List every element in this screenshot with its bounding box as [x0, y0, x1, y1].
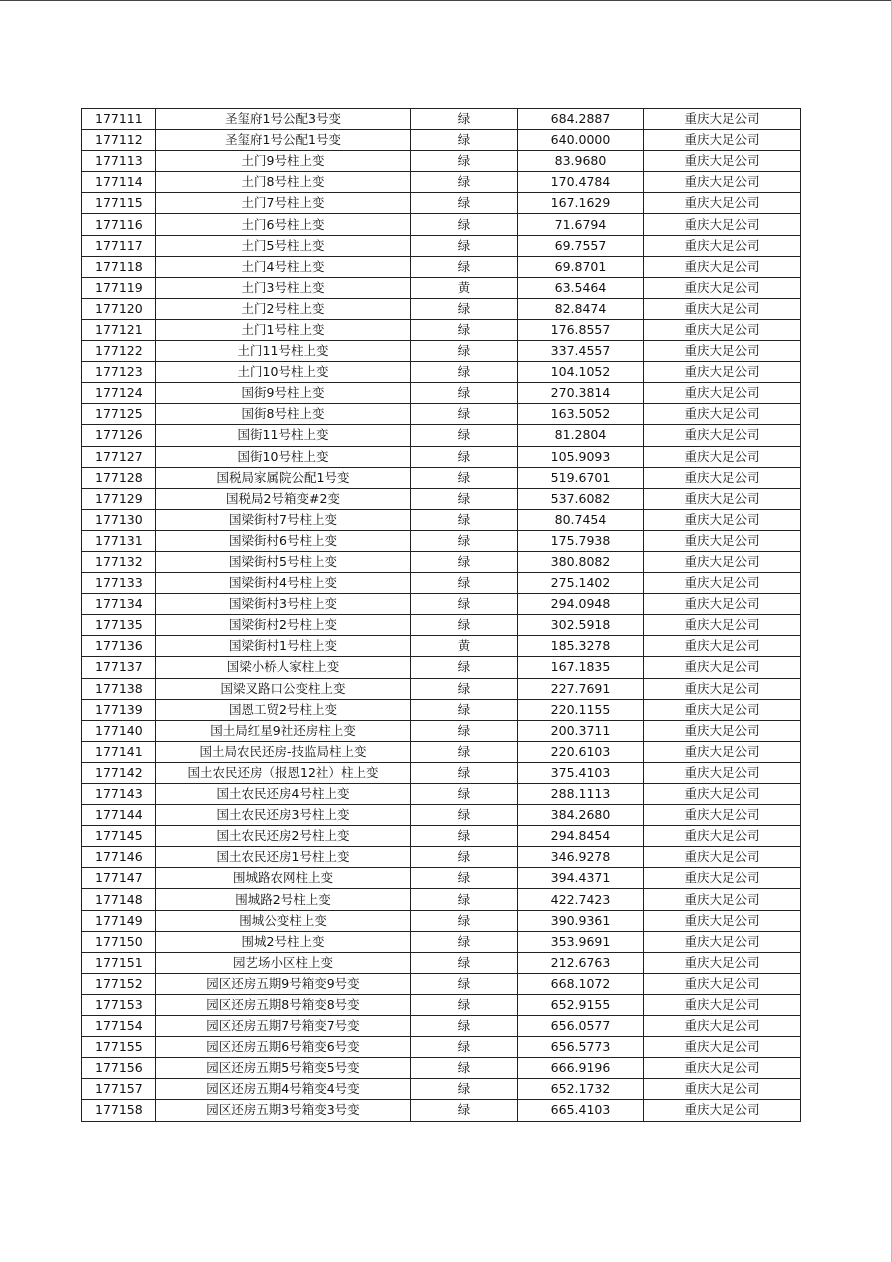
capacity-value-cell: 176.8557 — [518, 319, 644, 340]
table-row — [82, 952, 801, 973]
row-id-cell: 177149 — [82, 910, 156, 931]
row-id-cell: 177112 — [82, 130, 156, 151]
capacity-value-cell: 220.6103 — [518, 741, 644, 762]
station-name-cell: 国恩工贸2号柱上变 — [156, 699, 411, 720]
capacity-value-cell: 63.5464 — [518, 277, 644, 298]
status-color-cell: 绿 — [411, 341, 518, 362]
station-name-cell: 国土农民还房3号柱上变 — [156, 805, 411, 826]
station-name-cell: 围城路2号柱上变 — [156, 889, 411, 910]
station-name-cell: 国土农民还房2号柱上变 — [156, 826, 411, 847]
row-id-cell: 177142 — [82, 762, 156, 783]
capacity-value-cell: 346.9278 — [518, 847, 644, 868]
status-color-cell: 绿 — [411, 362, 518, 383]
capacity-value-cell: 81.2804 — [518, 425, 644, 446]
status-color-cell: 绿 — [411, 1100, 518, 1121]
station-name-cell: 国税局2号箱变#2变 — [156, 488, 411, 509]
station-name-cell: 国梁叉路口公变柱上变 — [156, 678, 411, 699]
company-cell: 重庆大足公司 — [644, 594, 801, 615]
row-id-cell: 177136 — [82, 636, 156, 657]
company-cell: 重庆大足公司 — [644, 172, 801, 193]
table-row — [82, 235, 801, 256]
table-row — [82, 404, 801, 425]
company-cell: 重庆大足公司 — [644, 1016, 801, 1037]
company-cell: 重庆大足公司 — [644, 383, 801, 404]
station-name-cell: 国街10号柱上变 — [156, 446, 411, 467]
company-cell: 重庆大足公司 — [644, 362, 801, 383]
company-cell: 重庆大足公司 — [644, 615, 801, 636]
station-name-cell: 土门2号柱上变 — [156, 298, 411, 319]
status-color-cell: 绿 — [411, 657, 518, 678]
company-cell: 重庆大足公司 — [644, 341, 801, 362]
capacity-value-cell: 212.6763 — [518, 952, 644, 973]
table-row — [82, 467, 801, 488]
status-color-cell: 绿 — [411, 425, 518, 446]
status-color-cell: 绿 — [411, 530, 518, 551]
station-name-cell: 园区还房五期3号箱变3号变 — [156, 1100, 411, 1121]
company-cell: 重庆大足公司 — [644, 657, 801, 678]
table-row — [82, 488, 801, 509]
station-name-cell: 国税局家属院公配1号变 — [156, 467, 411, 488]
company-cell: 重庆大足公司 — [644, 636, 801, 657]
station-name-cell: 土门1号柱上变 — [156, 319, 411, 340]
station-name-cell: 土门5号柱上变 — [156, 235, 411, 256]
station-name-cell: 土门7号柱上变 — [156, 193, 411, 214]
company-cell: 重庆大足公司 — [644, 193, 801, 214]
status-color-cell: 绿 — [411, 256, 518, 277]
company-cell: 重庆大足公司 — [644, 784, 801, 805]
capacity-value-cell: 640.0000 — [518, 130, 644, 151]
station-name-cell: 土门10号柱上变 — [156, 362, 411, 383]
table-row — [82, 551, 801, 572]
status-color-cell: 绿 — [411, 319, 518, 340]
company-cell: 重庆大足公司 — [644, 762, 801, 783]
status-color-cell: 绿 — [411, 383, 518, 404]
company-cell: 重庆大足公司 — [644, 551, 801, 572]
status-color-cell: 绿 — [411, 151, 518, 172]
company-cell: 重庆大足公司 — [644, 214, 801, 235]
capacity-value-cell: 302.5918 — [518, 615, 644, 636]
station-name-cell: 土门9号柱上变 — [156, 151, 411, 172]
capacity-value-cell: 82.8474 — [518, 298, 644, 319]
company-cell: 重庆大足公司 — [644, 256, 801, 277]
table-row — [82, 277, 801, 298]
capacity-value-cell: 665.4103 — [518, 1100, 644, 1121]
row-id-cell: 177115 — [82, 193, 156, 214]
status-color-cell: 绿 — [411, 1037, 518, 1058]
row-id-cell: 177131 — [82, 530, 156, 551]
table-row — [82, 130, 801, 151]
table-body — [82, 109, 801, 1122]
company-cell: 重庆大足公司 — [644, 488, 801, 509]
status-color-cell: 绿 — [411, 826, 518, 847]
status-color-cell: 绿 — [411, 994, 518, 1015]
company-cell: 重庆大足公司 — [644, 298, 801, 319]
row-id-cell: 177121 — [82, 319, 156, 340]
station-name-cell: 围城公变柱上变 — [156, 910, 411, 931]
row-id-cell: 177123 — [82, 362, 156, 383]
company-cell: 重庆大足公司 — [644, 509, 801, 530]
station-name-cell: 园艺场小区柱上变 — [156, 952, 411, 973]
capacity-value-cell: 105.9093 — [518, 446, 644, 467]
capacity-value-cell: 163.5052 — [518, 404, 644, 425]
station-name-cell: 国街9号柱上变 — [156, 383, 411, 404]
status-color-cell: 绿 — [411, 1079, 518, 1100]
status-color-cell: 绿 — [411, 762, 518, 783]
capacity-value-cell: 652.9155 — [518, 994, 644, 1015]
table-row — [82, 826, 801, 847]
status-color-cell: 绿 — [411, 910, 518, 931]
row-id-cell: 177139 — [82, 699, 156, 720]
table-row — [82, 319, 801, 340]
status-color-cell: 绿 — [411, 805, 518, 826]
capacity-value-cell: 185.3278 — [518, 636, 644, 657]
row-id-cell: 177146 — [82, 847, 156, 868]
station-name-cell: 国梁街村1号柱上变 — [156, 636, 411, 657]
status-color-cell: 绿 — [411, 446, 518, 467]
station-name-cell: 圣玺府1号公配3号变 — [156, 109, 411, 130]
station-name-cell: 园区还房五期8号箱变8号变 — [156, 994, 411, 1015]
table-row — [82, 994, 801, 1015]
row-id-cell: 177150 — [82, 931, 156, 952]
row-id-cell: 177114 — [82, 172, 156, 193]
table-row — [82, 615, 801, 636]
station-name-cell: 国梁街村7号柱上变 — [156, 509, 411, 530]
capacity-value-cell: 656.5773 — [518, 1037, 644, 1058]
table-row — [82, 741, 801, 762]
capacity-value-cell: 422.7423 — [518, 889, 644, 910]
row-id-cell: 177125 — [82, 404, 156, 425]
station-name-cell: 国土农民还房（报恩12社）柱上变 — [156, 762, 411, 783]
status-color-cell: 绿 — [411, 109, 518, 130]
company-cell: 重庆大足公司 — [644, 994, 801, 1015]
status-color-cell: 绿 — [411, 130, 518, 151]
status-color-cell: 绿 — [411, 847, 518, 868]
table-row — [82, 973, 801, 994]
status-color-cell: 绿 — [411, 615, 518, 636]
status-color-cell: 绿 — [411, 678, 518, 699]
status-color-cell: 绿 — [411, 931, 518, 952]
row-id-cell: 177119 — [82, 277, 156, 298]
capacity-value-cell: 294.8454 — [518, 826, 644, 847]
table-row — [82, 362, 801, 383]
row-id-cell: 177151 — [82, 952, 156, 973]
status-color-cell: 绿 — [411, 467, 518, 488]
capacity-value-cell: 175.7938 — [518, 530, 644, 551]
status-color-cell: 绿 — [411, 488, 518, 509]
company-cell: 重庆大足公司 — [644, 952, 801, 973]
row-id-cell: 177140 — [82, 720, 156, 741]
table-row — [82, 573, 801, 594]
station-name-cell: 国梁街村2号柱上变 — [156, 615, 411, 636]
company-cell: 重庆大足公司 — [644, 826, 801, 847]
row-id-cell: 177120 — [82, 298, 156, 319]
row-id-cell: 177152 — [82, 973, 156, 994]
company-cell: 重庆大足公司 — [644, 530, 801, 551]
company-cell: 重庆大足公司 — [644, 446, 801, 467]
capacity-value-cell: 167.1629 — [518, 193, 644, 214]
company-cell: 重庆大足公司 — [644, 151, 801, 172]
company-cell: 重庆大足公司 — [644, 741, 801, 762]
capacity-value-cell: 337.4557 — [518, 341, 644, 362]
row-id-cell: 177158 — [82, 1100, 156, 1121]
page-edge — [0, 0, 892, 1]
capacity-value-cell: 220.1155 — [518, 699, 644, 720]
station-name-cell: 土门8号柱上变 — [156, 172, 411, 193]
company-cell: 重庆大足公司 — [644, 573, 801, 594]
company-cell: 重庆大足公司 — [644, 425, 801, 446]
table-row — [82, 172, 801, 193]
capacity-value-cell: 69.8701 — [518, 256, 644, 277]
table-row — [82, 699, 801, 720]
status-color-cell: 黄 — [411, 636, 518, 657]
row-id-cell: 177116 — [82, 214, 156, 235]
station-name-cell: 圣玺府1号公配1号变 — [156, 130, 411, 151]
station-name-cell: 国土农民还房4号柱上变 — [156, 784, 411, 805]
table-row — [82, 446, 801, 467]
table-row — [82, 720, 801, 741]
table-row — [82, 678, 801, 699]
status-color-cell: 绿 — [411, 594, 518, 615]
table-row — [82, 530, 801, 551]
company-cell: 重庆大足公司 — [644, 109, 801, 130]
row-id-cell: 177127 — [82, 446, 156, 467]
status-color-cell: 绿 — [411, 551, 518, 572]
table-row — [82, 889, 801, 910]
table-row — [82, 931, 801, 952]
status-color-cell: 绿 — [411, 720, 518, 741]
station-name-cell: 园区还房五期5号箱变5号变 — [156, 1058, 411, 1079]
status-color-cell: 绿 — [411, 214, 518, 235]
station-name-cell: 园区还房五期6号箱变6号变 — [156, 1037, 411, 1058]
status-color-cell: 绿 — [411, 952, 518, 973]
table-row — [82, 636, 801, 657]
station-name-cell: 园区还房五期9号箱变9号变 — [156, 973, 411, 994]
status-color-cell: 绿 — [411, 1058, 518, 1079]
status-color-cell: 绿 — [411, 1016, 518, 1037]
row-id-cell: 177132 — [82, 551, 156, 572]
station-name-cell: 国土局红星9社还房柱上变 — [156, 720, 411, 741]
company-cell: 重庆大足公司 — [644, 130, 801, 151]
row-id-cell: 177141 — [82, 741, 156, 762]
capacity-value-cell: 684.2887 — [518, 109, 644, 130]
row-id-cell: 177111 — [82, 109, 156, 130]
capacity-value-cell: 537.6082 — [518, 488, 644, 509]
company-cell: 重庆大足公司 — [644, 1100, 801, 1121]
station-name-cell: 国梁街村5号柱上变 — [156, 551, 411, 572]
row-id-cell: 177154 — [82, 1016, 156, 1037]
station-name-cell: 土门3号柱上变 — [156, 277, 411, 298]
status-color-cell: 绿 — [411, 699, 518, 720]
station-name-cell: 围城路农网柱上变 — [156, 868, 411, 889]
status-color-cell: 绿 — [411, 298, 518, 319]
status-color-cell: 绿 — [411, 868, 518, 889]
station-name-cell: 围城2号柱上变 — [156, 931, 411, 952]
table-row — [82, 657, 801, 678]
capacity-value-cell: 288.1113 — [518, 784, 644, 805]
capacity-value-cell: 668.1072 — [518, 973, 644, 994]
capacity-value-cell: 652.1732 — [518, 1079, 644, 1100]
capacity-value-cell: 275.1402 — [518, 573, 644, 594]
row-id-cell: 177113 — [82, 151, 156, 172]
table-row — [82, 151, 801, 172]
capacity-value-cell: 270.3814 — [518, 383, 644, 404]
row-id-cell: 177138 — [82, 678, 156, 699]
row-id-cell: 177148 — [82, 889, 156, 910]
station-name-cell: 国梁街村6号柱上变 — [156, 530, 411, 551]
table-row — [82, 109, 801, 130]
capacity-value-cell: 200.3711 — [518, 720, 644, 741]
station-name-cell: 土门4号柱上变 — [156, 256, 411, 277]
station-name-cell: 国土局农民还房-技监局柱上变 — [156, 741, 411, 762]
capacity-value-cell: 104.1052 — [518, 362, 644, 383]
row-id-cell: 177157 — [82, 1079, 156, 1100]
table-row — [82, 1037, 801, 1058]
table-row — [82, 847, 801, 868]
row-id-cell: 177129 — [82, 488, 156, 509]
company-cell: 重庆大足公司 — [644, 868, 801, 889]
company-cell: 重庆大足公司 — [644, 910, 801, 931]
table-row — [82, 214, 801, 235]
capacity-value-cell: 71.6794 — [518, 214, 644, 235]
capacity-value-cell: 375.4103 — [518, 762, 644, 783]
capacity-value-cell: 69.7557 — [518, 235, 644, 256]
row-id-cell: 177122 — [82, 341, 156, 362]
row-id-cell: 177155 — [82, 1037, 156, 1058]
station-name-cell: 国土农民还房1号柱上变 — [156, 847, 411, 868]
row-id-cell: 177147 — [82, 868, 156, 889]
status-color-cell: 绿 — [411, 509, 518, 530]
table-row — [82, 1058, 801, 1079]
row-id-cell: 177135 — [82, 615, 156, 636]
station-name-cell: 土门11号柱上变 — [156, 341, 411, 362]
company-cell: 重庆大足公司 — [644, 235, 801, 256]
capacity-value-cell: 390.9361 — [518, 910, 644, 931]
table-row — [82, 383, 801, 404]
row-id-cell: 177118 — [82, 256, 156, 277]
company-cell: 重庆大足公司 — [644, 805, 801, 826]
transformer-table — [81, 108, 801, 1122]
status-color-cell: 绿 — [411, 404, 518, 425]
capacity-value-cell: 519.6701 — [518, 467, 644, 488]
table-row — [82, 298, 801, 319]
status-color-cell: 绿 — [411, 973, 518, 994]
station-name-cell: 国梁街村4号柱上变 — [156, 573, 411, 594]
row-id-cell: 177117 — [82, 235, 156, 256]
table-row — [82, 784, 801, 805]
company-cell: 重庆大足公司 — [644, 847, 801, 868]
row-id-cell: 177156 — [82, 1058, 156, 1079]
table-row — [82, 910, 801, 931]
table-row — [82, 193, 801, 214]
capacity-value-cell: 83.9680 — [518, 151, 644, 172]
company-cell: 重庆大足公司 — [644, 720, 801, 741]
table-row — [82, 762, 801, 783]
row-id-cell: 177145 — [82, 826, 156, 847]
row-id-cell: 177137 — [82, 657, 156, 678]
status-color-cell: 绿 — [411, 172, 518, 193]
capacity-value-cell: 80.7454 — [518, 509, 644, 530]
table-row — [82, 1079, 801, 1100]
row-id-cell: 177134 — [82, 594, 156, 615]
company-cell: 重庆大足公司 — [644, 404, 801, 425]
table-row — [82, 1100, 801, 1121]
company-cell: 重庆大足公司 — [644, 1058, 801, 1079]
station-name-cell: 园区还房五期7号箱变7号变 — [156, 1016, 411, 1037]
row-id-cell: 177128 — [82, 467, 156, 488]
company-cell: 重庆大足公司 — [644, 319, 801, 340]
capacity-value-cell: 656.0577 — [518, 1016, 644, 1037]
table-row — [82, 425, 801, 446]
capacity-value-cell: 394.4371 — [518, 868, 644, 889]
station-name-cell: 土门6号柱上变 — [156, 214, 411, 235]
company-cell: 重庆大足公司 — [644, 889, 801, 910]
company-cell: 重庆大足公司 — [644, 931, 801, 952]
company-cell: 重庆大足公司 — [644, 973, 801, 994]
status-color-cell: 绿 — [411, 193, 518, 214]
row-id-cell: 177143 — [82, 784, 156, 805]
status-color-cell: 绿 — [411, 784, 518, 805]
table-row — [82, 256, 801, 277]
row-id-cell: 177130 — [82, 509, 156, 530]
capacity-value-cell: 666.9196 — [518, 1058, 644, 1079]
company-cell: 重庆大足公司 — [644, 277, 801, 298]
status-color-cell: 绿 — [411, 235, 518, 256]
row-id-cell: 177144 — [82, 805, 156, 826]
status-color-cell: 绿 — [411, 889, 518, 910]
station-name-cell: 国梁街村3号柱上变 — [156, 594, 411, 615]
capacity-value-cell: 353.9691 — [518, 931, 644, 952]
table-row — [82, 805, 801, 826]
status-color-cell: 绿 — [411, 573, 518, 594]
company-cell: 重庆大足公司 — [644, 1079, 801, 1100]
table-row — [82, 1016, 801, 1037]
station-name-cell: 国街11号柱上变 — [156, 425, 411, 446]
station-name-cell: 国街8号柱上变 — [156, 404, 411, 425]
status-color-cell: 黄 — [411, 277, 518, 298]
table-row — [82, 341, 801, 362]
capacity-value-cell: 167.1835 — [518, 657, 644, 678]
company-cell: 重庆大足公司 — [644, 678, 801, 699]
row-id-cell: 177124 — [82, 383, 156, 404]
table-row — [82, 509, 801, 530]
station-name-cell: 园区还房五期4号箱变4号变 — [156, 1079, 411, 1100]
capacity-value-cell: 380.8082 — [518, 551, 644, 572]
table-row — [82, 868, 801, 889]
row-id-cell: 177133 — [82, 573, 156, 594]
company-cell: 重庆大足公司 — [644, 1037, 801, 1058]
company-cell: 重庆大足公司 — [644, 699, 801, 720]
company-cell: 重庆大足公司 — [644, 467, 801, 488]
status-color-cell: 绿 — [411, 741, 518, 762]
capacity-value-cell: 294.0948 — [518, 594, 644, 615]
table-row — [82, 594, 801, 615]
station-name-cell: 国梁小桥人家柱上变 — [156, 657, 411, 678]
row-id-cell: 177153 — [82, 994, 156, 1015]
row-id-cell: 177126 — [82, 425, 156, 446]
capacity-value-cell: 384.2680 — [518, 805, 644, 826]
capacity-value-cell: 170.4784 — [518, 172, 644, 193]
capacity-value-cell: 227.7691 — [518, 678, 644, 699]
